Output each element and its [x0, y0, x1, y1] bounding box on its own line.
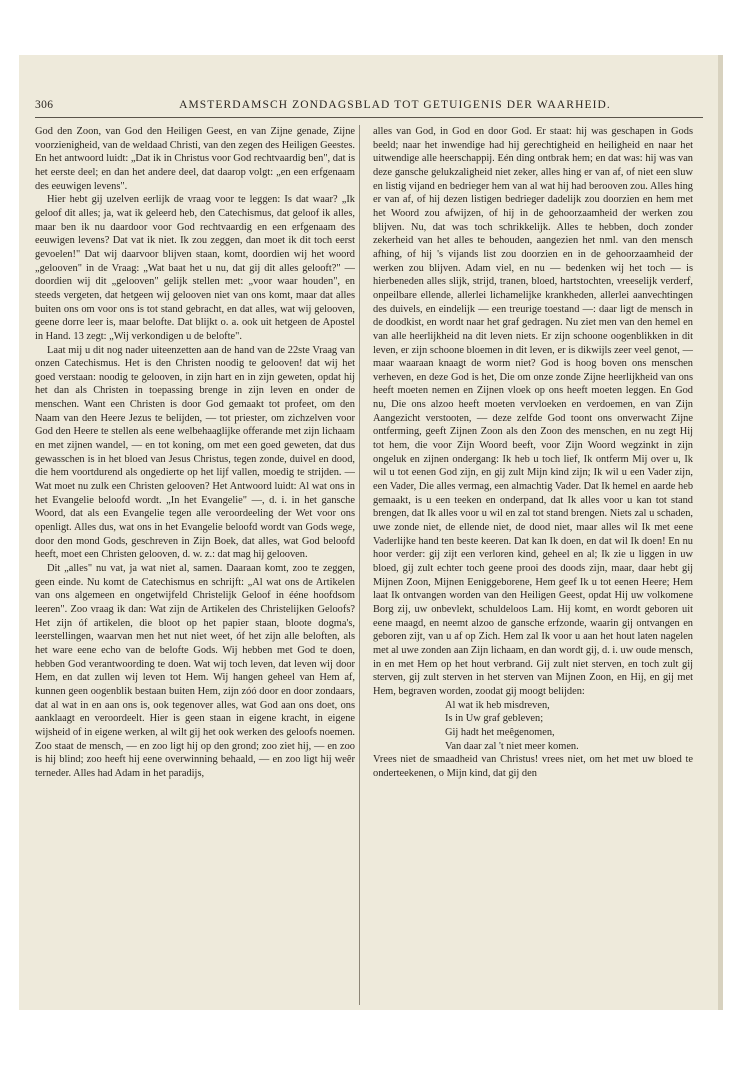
paragraph: Dit „alles" nu vat, ja wat niet al, samen. Daaraan komt, zoo te zeggen, geen einde. Nu komt de Catechismus en schrijft: „Al wat ons de Artikelen van ons algemeen en ongetwijfeld Christelijk Geloof in ééne hoofdsom leeren". Zoo vraag ik dan: Wat zijn de Artikelen des Christelijken Geloofs? Het zijn óf artikelen, die bloot op het papier staan, bloote dogma's, leerstellingen, waarvan men het nut niet weet, óf het zijn alle beloften, als het ware eene echo van de belofte Gods. Wij hebben met God te doen, hebben God verantwoording te doen. Wat wij toch leven, dat leven wij door Hem, en dat zullen wij leven tot Hem. Wij hangen geheel van Hem af, kunnen geen oogenblik bestaan buiten Hem, zijn zóó door en door zondaars, dat al wat in en aan ons is, ook tegenover alles, wat God aan ons doet, ons aanklaagt en veroordeelt. Hier is geen staan in eigene kracht, in eigene wijsheid of in eigene werken, al wilt gij het ook werken des geloofs noemen. Zoo staat de mensch, — en zoo ligt hij op den grond; zoo ziet hij, — en zoo is hij blind; zoo heeft hij eene overwinning behaald, — en zoo ligt hij weêr terneder. Alles had Adam in het paradijs, — [35, 563, 355, 779]
poem-line: Al wat ik heb misdreven, — [445, 699, 550, 711]
paragraph: Vrees niet de smaadheid van Christus! vrees niet, om het met uw bloed te onderteekenen, o Mijn kind, dat gij den — [373, 754, 693, 779]
paragraph: alles van God, in God en door God. Er staat: hij was geschapen in Gods beeld; naar het inwendige had hij gerechtigheid en heiligheid en naar het uitwendige alle heerschappij. Eén ding ontbrak hem; en dat was: hij was van deze gansche gelukzaligheid niet zeker, alles hing er van af, of niet een sluw en listig vijand en bedrieger hem van al wat hij had berooven zou. Alles hing er van af, of hij dezen listigen bedrieger dadelijk zou doorzien en hem met het Woord zou afwijzen, of hij in de gehoorzaamheid der werken zou blijven. Nu, dat was toch schrikkelijk. Alles te hebben, doch zonder zekerheid van het alles te behouden, aangezien het nml. van den mensch afhing, of hij 's vijands list zou doorzien en in de gehoorzaamheid der werken zou blijven. Adam viel, en nu — bedenken wij het toch — is hierbeneden alles slijk, strijd, tranen, bloed, hartstochten, vreeselijk verderf, onpeilbare ellende, allerlei lichamelijke krankheden, allerlei aanvechtingen des duivels, en eindelijk — een treurige toestand —: daar ligt de mensch in de doodkist, en wordt naar het graf gedragen. Nu ziet men van den hemel en van alle heerlijkheid na dit leven niets. Er zijn schoone oogenblikken in dit leven, er zijn schoone bloemen in dit leven, er is dikwijls zeer veel genot, — maar waaraan knaagt de worm niet? God is hoog boven ons menschen verheven, en deze God is het, Die om onze zonde Zijne heerlijkheid van ons heeft moeten nemen en Zijnen vloek op ons heeft moeten leggen. En God nu, Die ons alzoo heeft moeten vervloeken en verdoemen, en van Zijn Aangezicht verstooten, — deze zelfde God toont ons onverwacht Zijne ontferming, geeft Zijnen Zoon als den Zoon des menschen, en nu zegt Hij tot hem, die voor Zijn Woord beeft, voor Zijn Woord wegzinkt in zijn ongeluk en zijnen ondergang: Ik heb u toch lief, Ik ontferm Mij over u, Ik wil u tot eenen God zijn, en gij zult Mijn kind zijn; Ik wil u een Vader zijn, een Vader, Die alles vermag, een almachtig Vader. Dat Ik hemel en aarde heb gemaakt, is u een teeken en onderpand, dat Ik alles voor u kan tot stand brengen, dat Ik alles voor u wil en zal tot stand brengen. Niets zal u schaden, uwe zonde niet, de ellende niet, de dood niet, maar alles wil Ik met eene Vaderlijke hand ten beste keeren. Dat kan Ik doen, en dat wil Ik doen! En nu hoor verder: gij zijt een verloren kind, geheel en al; Ik zie u liggen in uw bloed, gij zult echter toch geene prooi des doods zijn, maar, daar hebt gij Mijnen Zoon, Mijnen Eeniggeborene, Hem geef Ik u tot eenen Heere; Hem laat Ik ontvangen worden van den Heiligen Geest, opdat Hij uw volkomene Borg zij, uw onbevlekt, schuldeloos Lam. Hij komt, en wordt geboren uit eene maagd, en neemt alzoo de gansche erfzonde, waarin gij ontvangen en geboren zijt, van u af op Zich. Hem zal Ik voor u aan het hout laten nagelen met al uwe zonden aan Zijn lichaam, en dan wordt gij, d. i. uw oude mensch, in en met Hem op het hout verbrand. Gij zult niet sterven, en toch zult gij sterven, gij zult sterven in het sterven van Mijnen Zoon, en Hij, en gij met Hem, begraven worden, zoodat gij moogt belijden: — [373, 126, 693, 697]
poem — [373, 699, 693, 754]
right-column — [373, 125, 693, 1005]
poem-line: Is in Uw graf gebleven; — [445, 713, 544, 725]
page-header — [35, 99, 703, 115]
left-column — [35, 125, 355, 1005]
header-rule — [35, 117, 703, 118]
paragraph: God den Zoon, van God den Heiligen Geest, en van Zijne genade, Zijne voorzienigheid, van de weldaad Christi, van den zegen des Heiligen Geestes. En het antwoord luidt: „Dat ik in Christus voor God rechtvaardig ben", dat is het eerste deel; en dan het andere deel, dat daarop volgt: „en een erfgenaam des eeuwigen levens". — [35, 126, 355, 192]
page-edge — [718, 55, 723, 1010]
column-divider — [359, 125, 360, 1005]
poem-line: Van daar zal 't niet meer komen. — [445, 740, 579, 752]
poem-line: Gij hadt het meêgenomen, — [445, 726, 555, 738]
page-number: 306 — [35, 99, 54, 111]
running-head: AMSTERDAMSCH ZONDAGSBLAD TOT GETUIGENIS DER WAARHEID. — [179, 99, 611, 111]
paragraph: Laat mij u dit nog nader uiteenzetten aan de hand van de 22ste Vraag van onzen Catechismus. Het is den Christen noodig te gelooven! dat wij het goed verstaan: noodig te gelooven, in zijn hart en in zijn geweten, opdat hij het dan als Christen in toepassing brenge in zijn leven en onder de menschen. Want een Christen is door God gemaakt tot profeet, om den Naam van den Heere Jezus te belijden, — tot priester, om zichzelven voor God den Heere te stellen als eene welbehaaglijke offerande met zijn lichaam en met zijnen wandel, — en tot koning, om met een goed geweten, dat dus gewasschen is in het bloed van Jesus Christus, tegen zonde, duivel en dood, die hem voortdurend als ongedierte op het lijf vallen, moedig te strijden. — Wat moet nu zulk een Christen gelooven? Het Antwoord luidt: Al wat ons in het Evangelie beloofd wordt. „In het Evangelie" —, d. i. in het gansche Woord, dat als een Evangelie tegen alle veroordeeling der Wet voor ons openligt. Alles dus, wat ons in het Evangelie beloofd wordt van Gods wege, door den mond Gods, geschreven in Zijn Boek, dat alles, wat God beloofd heeft, moet een Christen gelooven, d. w. z.: dat mag hij gelooven. — [35, 344, 355, 561]
paragraph: Hier hebt gij uzelven eerlijk de vraag voor te leggen: Is dat waar? „Ik geloof dit alles; ja, wat ik geleerd heb, den Catechismus, dat geloof ik alles, maar ben ik nu daardoor voor God rechtvaardig en een erfgenaam des eeuwigen levens? Dat vat ik niet. Ik zou zeggen, dan moet ik dit toch eerst gevoelen!" Dat wij daarvoor blijven staan, komt, doordien wij het woord „gelooven" in de Vraag: „Wat baat het u nu, dat gij dit alles gelooft?" — doordien wij dit „gelooven" gelijk stellen met: „voor waar houden", en steeds vergeten, dat hetgeen wij gelooven niet van ons komt, maar dat alles buiten ons om voor ons is tot stand gebracht, en dat alles, wat wij gelooven, geene dorre leer is, maar belofte. Dat blijkt o. a. ook uit hetgeen de Apostel in Hand. 13 zegt: „Wij verkondigen u de belofte". — [35, 194, 355, 342]
scanned-page — [19, 55, 723, 1010]
